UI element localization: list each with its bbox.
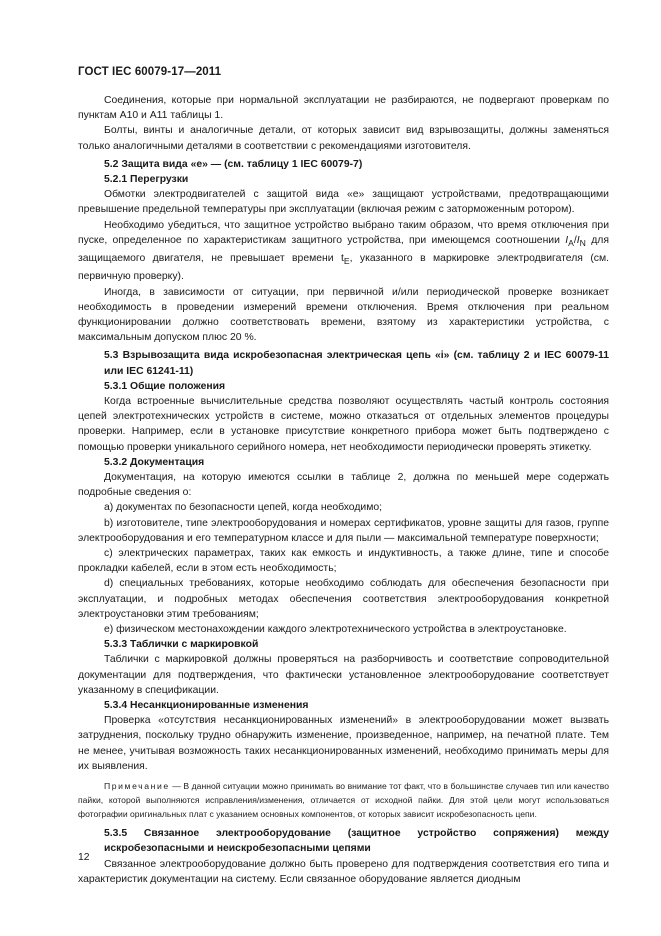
page-number: 12 (78, 852, 90, 863)
paragraph: Связанное электрооборудование должно быть проверено для подтверждения соответствия его типа и характеристик документации на систему. Если связанное оборудование является диодным (78, 858, 609, 885)
section-heading-5-3-2: 5.3.2 Документация (104, 456, 205, 468)
standard-title: ГОСТ IEC 60079-17—2011 (78, 66, 222, 78)
list-item: d) специальных требованиях, которые необходимо соблюдать для обеспечения безопасности при эксплуатации, и подробных методах обеспечения соответствия электрооборудования конкретной электроустановки этим требованиям; (78, 578, 609, 620)
paragraph: Соединения, которые при нормальной эксплуатации не разбираются, не подвергают проверкам по пунктам А10 и А11 таблицы 1. (78, 95, 609, 122)
formula-subscript: A (568, 237, 574, 248)
section-heading-5-3-4: 5.3.4 Несанкционированные изменения (104, 700, 309, 712)
note-label: Примечание (104, 781, 170, 792)
formula-subscript: E (343, 256, 350, 267)
paragraph-with-formula (78, 218, 609, 285)
paragraph-text: для защищаемого двигателя, не превышает времени t (78, 234, 609, 265)
note (78, 779, 609, 821)
document-body (78, 93, 609, 887)
formula-symbol: I (576, 234, 580, 246)
list-item: e) физическом местонахождении каждого электротехнического устройства в электроустановке. (104, 624, 567, 636)
list-item: b) изготовителе, типе электрооборудования и номерах сертификатов, уровне защиты для газов, группе электрооборудования и его температурном классе и для пыли — максимальной температуре поверхности; (78, 517, 609, 544)
formula-slash: / (573, 234, 577, 246)
paragraph: Документация, на которую имеются ссылки в таблице 2, должна по меньшей мере содержать подробные сведения о: (78, 472, 609, 499)
section-heading-5-3-5: 5.3.5 Связанное электрооборудование (защитное устройство сопряжения) между искробезопасными и неискробезопасными цепями (104, 828, 609, 855)
formula-symbol: I (565, 234, 569, 246)
list-item: a) документах по безопасности цепей, когда необходимо; (104, 502, 383, 514)
section-heading-5-2-1: 5.2.1 Перегрузки (104, 174, 189, 186)
paragraph: Проверка «отсутствия несанкционированных изменений» в электрооборудовании может вызвать затруднения, поскольку трудно обнаружить изменение, произведенное, например, на печатной плате. Тем не менее, учитывая возможность таких несанкционированных изменений, необходимо принимать меры для их выявления. (78, 715, 609, 772)
paragraph-text: , указанного в маркировке электродвигателя (см. первичную проверку). (78, 253, 610, 283)
list-item: c) электрических параметрах, таких как емкость и индуктивность, а также длине, типе и способе прокладки кабелей, если в этом есть необходимость; (78, 548, 609, 575)
section-heading-5-3-1: 5.3.1 Общие положения (104, 380, 226, 392)
note-text: — В данной ситуации можно принимать во внимание тот факт, что в большинстве случаев тип или качество пайки, которой выполняются исправления/изменения, отличается от исходной пайки. Для этой цели могут использоваться фотографии оригинальных плат с указанием основных компонентов, от которых зависит искробезопасность цепи. (78, 781, 609, 820)
section-heading-5-3: 5.3 Взрывозащита вида искробезопасная электрическая цепь «i» (см. таблицу 2 и IEC 60079-11 или IEC 61241-11) (104, 350, 609, 377)
paragraph: Иногда, в зависимости от ситуации, при первичной и/или периодической проверке возникает необходимость в проведении измерений времени отключения. Время отключения при реальном функционировании должно соответствовать времени, взятому из характеристики устройства, с максимальным допуском плюс 20 %. (78, 286, 609, 344)
section-heading-5-3-3: 5.3.3 Таблички с маркировкой (104, 639, 259, 651)
paragraph: Таблички с маркировкой должны проверяться на разборчивость и соответствие сопроводительной документации для подтверждения, что фактически установленное электрооборудование соответствует указанному в спецификации. (78, 654, 609, 696)
paragraph: Обмотки электродвигателей с защитой вида «е» защищают устройствами, предотвращающими превышение предельной температуры при эксплуатации (включая режим с заторможенным ротором). (78, 189, 609, 216)
paragraph: Когда встроенные вычислительные средства позволяют осуществлять частый контроль состояния цепей электротехнических устройств в системе, можно отказаться от отдельных элементов процедуры проверки. Например, если в установке присутствие конкретного прибора может быть подтверждено с помощью проверки уникального серийного номера, нет необходимости периодически проверять этикетку. (78, 396, 609, 453)
paragraph-text: Необходимо убедиться, что защитное устройство выбрано таким образом, что время отключения при пуске, определенное по характеристикам защитного устройства, при имеющемся соотношении (78, 219, 609, 246)
formula-subscript: N (579, 237, 586, 248)
section-heading-5-2: 5.2 Защита вида «е» — (см. таблицу 1 IEC 60079-7) (104, 158, 363, 170)
paragraph: Болты, винты и аналогичные детали, от которых зависит вид взрывозащиты, должны заменяться только аналогичными деталями в соответствии с рекомендациями изготовителя. (78, 125, 609, 152)
